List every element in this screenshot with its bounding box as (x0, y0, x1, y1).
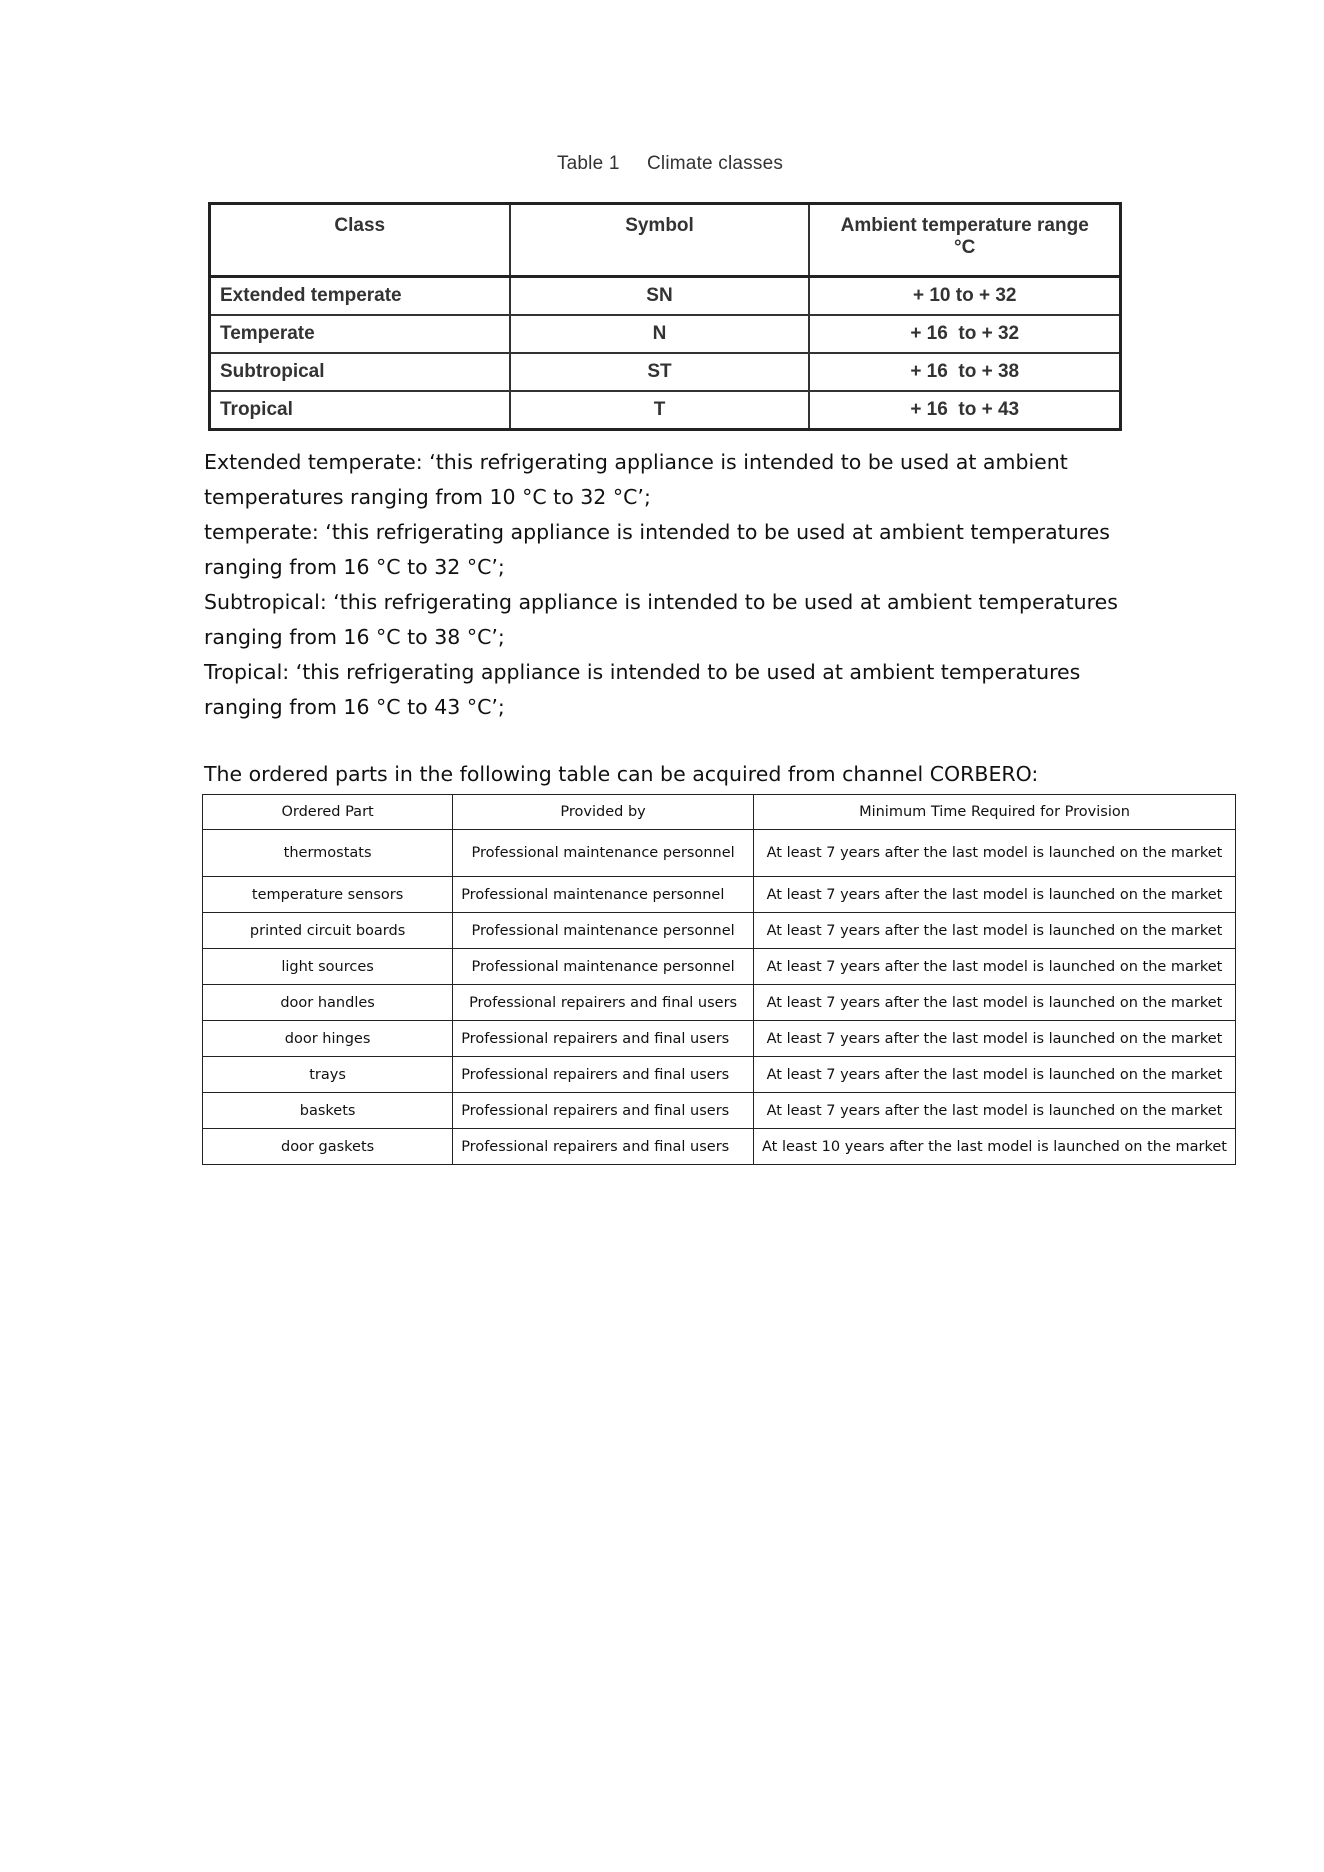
column-header-ordered-part: Ordered Part (203, 795, 453, 830)
provider-cell: Professional repairers and final users (453, 1021, 754, 1057)
symbol-cell: SN (510, 277, 810, 316)
table-row (203, 1057, 1236, 1093)
part-cell: light sources (203, 949, 453, 985)
provider-cell: Professional repairers and final users (453, 1093, 754, 1129)
table-row (203, 877, 1236, 913)
time-cell: At least 7 years after the last model is launched on the market (754, 830, 1236, 877)
time-cell: At least 7 years after the last model is launched on the market (754, 1057, 1236, 1093)
table-title: Climate classes (647, 153, 784, 174)
range-cell (809, 315, 1120, 353)
table-row (203, 985, 1236, 1021)
time-cell: At least 7 years after the last model is launched on the market (754, 913, 1236, 949)
table-row (210, 391, 1121, 430)
part-cell: temperature sensors (203, 877, 453, 913)
table-row (210, 277, 1121, 316)
part-cell: baskets (203, 1093, 453, 1129)
note-paragraph: temperate: ‘this refrigerating appliance is intended to be used at ambient temperatures ranging from 16 °C to 32 °C’; (204, 520, 1110, 579)
symbol-cell: N (510, 315, 810, 353)
column-header-symbol: Symbol (510, 204, 810, 277)
column-header-range (809, 204, 1120, 277)
table-caption (0, 153, 1324, 175)
provider-cell: Professional maintenance personnel (453, 913, 754, 949)
class-cell: Extended temperate (210, 277, 510, 316)
symbol-cell: ST (510, 353, 810, 391)
climate-classes-table (208, 202, 1122, 431)
provider-cell: Professional maintenance personnel (453, 949, 754, 985)
part-cell: thermostats (203, 830, 453, 877)
provider-cell: Professional repairers and final users (453, 1057, 754, 1093)
table-row (203, 830, 1236, 877)
time-cell: At least 10 years after the last model is launched on the market (754, 1129, 1236, 1165)
time-cell: At least 7 years after the last model is launched on the market (754, 985, 1236, 1021)
class-cell: Tropical (210, 391, 510, 430)
table-row (203, 1129, 1236, 1165)
column-header-minimum-time: Minimum Time Required for Provision (754, 795, 1236, 830)
range-value: + 16 to + 38 (910, 361, 1020, 382)
part-cell: trays (203, 1057, 453, 1093)
part-cell: door gaskets (203, 1129, 453, 1165)
climate-class-notes (204, 445, 1164, 725)
class-cell: Temperate (210, 315, 510, 353)
range-header-label: Ambient temperature range (840, 215, 1089, 236)
ordered-parts-table (202, 794, 1236, 1165)
part-cell: door handles (203, 985, 453, 1021)
table-row (203, 913, 1236, 949)
parts-intro-text: The ordered parts in the following table can be acquired from channel CORBERO: (204, 762, 1039, 786)
range-cell (809, 277, 1120, 316)
time-cell: At least 7 years after the last model is launched on the market (754, 949, 1236, 985)
provider-cell: Professional maintenance personnel (453, 830, 754, 877)
note-paragraph: Subtropical: ‘this refrigerating appliance is intended to be used at ambient temperatures ranging from 16 °C to 38 °C’; (204, 590, 1118, 649)
table-number: Table 1 (556, 153, 620, 174)
column-header-class: Class (210, 204, 510, 277)
part-cell: printed circuit boards (203, 913, 453, 949)
provider-cell: Professional repairers and final users (453, 1129, 754, 1165)
provider-cell: Professional maintenance personnel (453, 877, 754, 913)
note-paragraph: Extended temperate: ‘this refrigerating appliance is intended to be used at ambient temperatures ranging from 10 °C to 32 °C’; (204, 450, 1068, 509)
class-cell: Subtropical (210, 353, 510, 391)
table-header-row (203, 795, 1236, 830)
range-value: + 16 to + 43 (910, 399, 1020, 420)
range-cell (809, 353, 1120, 391)
note-paragraph: Tropical: ‘this refrigerating appliance is intended to be used at ambient temperatures ranging from 16 °C to 43 °C’; (204, 660, 1081, 719)
provider-cell: Professional repairers and final users (453, 985, 754, 1021)
time-cell: At least 7 years after the last model is launched on the market (754, 877, 1236, 913)
table-row (203, 1021, 1236, 1057)
column-header-provided-by: Provided by (453, 795, 754, 830)
range-cell (809, 391, 1120, 430)
part-cell: door hinges (203, 1021, 453, 1057)
time-cell: At least 7 years after the last model is launched on the market (754, 1093, 1236, 1129)
table-row (203, 1093, 1236, 1129)
table-row (210, 315, 1121, 353)
symbol-cell: T (510, 391, 810, 430)
range-value: + 16 to + 32 (910, 323, 1020, 344)
table-header-row (210, 204, 1121, 277)
table-row (203, 949, 1236, 985)
range-value: + 10 to + 32 (912, 285, 1017, 306)
range-header-unit: °C (954, 237, 976, 258)
table-row (210, 353, 1121, 391)
time-cell: At least 7 years after the last model is launched on the market (754, 1021, 1236, 1057)
